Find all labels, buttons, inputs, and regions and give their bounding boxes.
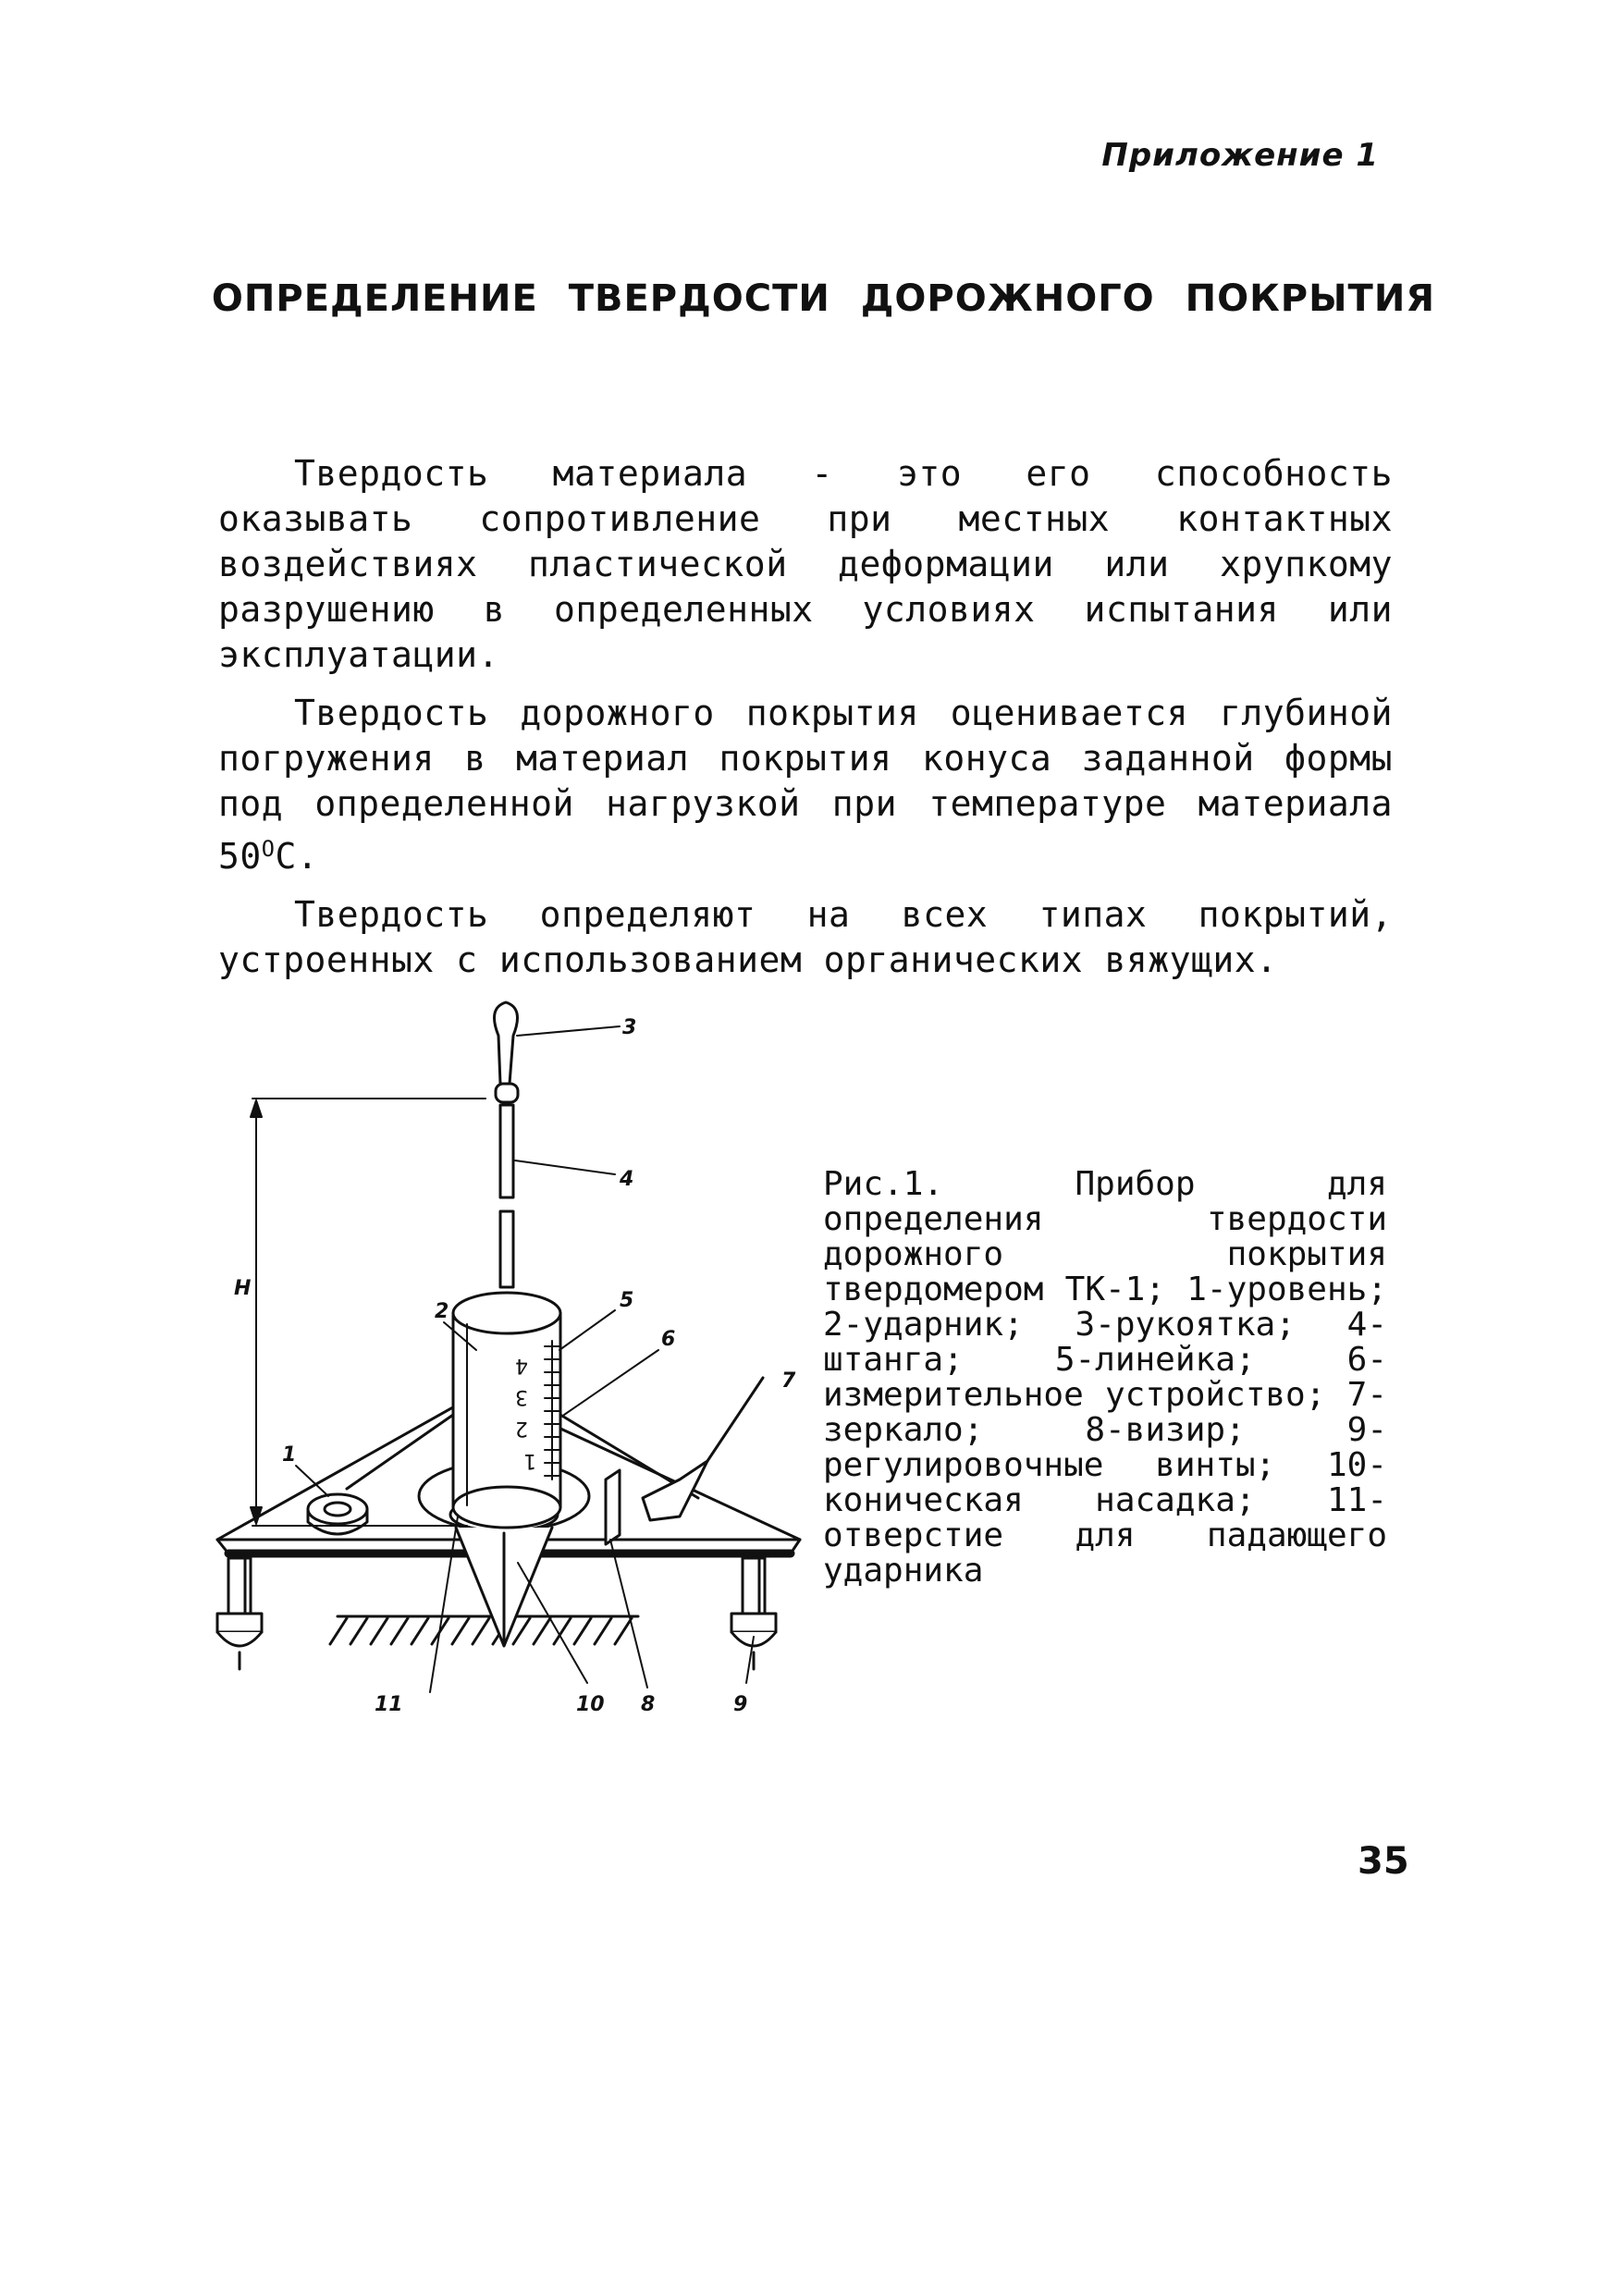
paragraph-hardness-definition: Твердость материала - это его способность оказывать сопротивление при местных контактных воздействиях пластической деформации или хрупкому разрушению в определенных условиях испытания или эксплуатации. xyxy=(218,453,1393,675)
appendix-label: Приложение 1 xyxy=(1101,137,1379,174)
scale-tick-2: 2 xyxy=(515,1417,528,1440)
label-10: 10 xyxy=(576,1693,605,1716)
scale-tick-1: 1 xyxy=(523,1449,536,1472)
page-title: ОПРЕДЕЛЕНИЕ ТВЕРДОСТИ ДОРОЖНОГО ПОКРЫТИЯ xyxy=(211,277,1436,320)
label-5: 5 xyxy=(620,1289,634,1312)
paragraph-road-hardness-text: Твердость дорожного покрытия оценивается глубиной погружения в материал покрытия конуса заданной формы под определенной нагрузкой при температуре материала 50 xyxy=(218,693,1393,877)
paragraph-coating-types: Твердость определяют на всех типах покрытий, устроенных с использованием органических вяжущих. xyxy=(218,893,1393,980)
label-3: 3 xyxy=(622,1016,637,1039)
rod xyxy=(500,1105,513,1287)
page-number: 35 xyxy=(1358,1840,1409,1883)
figure-caption: Рис.1. Прибор для определения твердости дорожного покрытия твердомером ТК-1; 1-уровень; 2-ударник; 3-рукоятка; 4-штанга; 5-линейка; 6-измерительное устройство; 7-зеркало; 8-визир; 9-регулировочные винты; 10-коническая насадка; 11-отверстие для падающего ударника xyxy=(823,1165,1387,1590)
label-8: 8 xyxy=(641,1693,656,1716)
paragraph-road-hardness xyxy=(218,691,1393,879)
conical-tip xyxy=(456,1528,552,1646)
label-2: 2 xyxy=(435,1300,449,1323)
label-6: 6 xyxy=(661,1328,676,1351)
label-11: 11 xyxy=(375,1693,403,1716)
label-4: 4 xyxy=(620,1168,634,1191)
scale-tick-3: 3 xyxy=(515,1385,528,1408)
scale-tick-4: 4 xyxy=(515,1354,528,1377)
handle xyxy=(495,1002,519,1102)
striker-cylinder xyxy=(453,1293,560,1528)
hardness-tester-drawing xyxy=(208,980,837,1729)
label-9: 9 xyxy=(733,1693,748,1716)
body-text xyxy=(218,451,1393,996)
paragraph-road-hardness-unit: С. xyxy=(275,835,319,877)
degree-superscript: О xyxy=(261,836,276,862)
ground-hatch xyxy=(330,1616,638,1644)
hardness-tester-figure xyxy=(208,980,837,1729)
label-7: 7 xyxy=(781,1369,796,1393)
label-h: H xyxy=(234,1277,252,1300)
label-1: 1 xyxy=(282,1443,297,1467)
